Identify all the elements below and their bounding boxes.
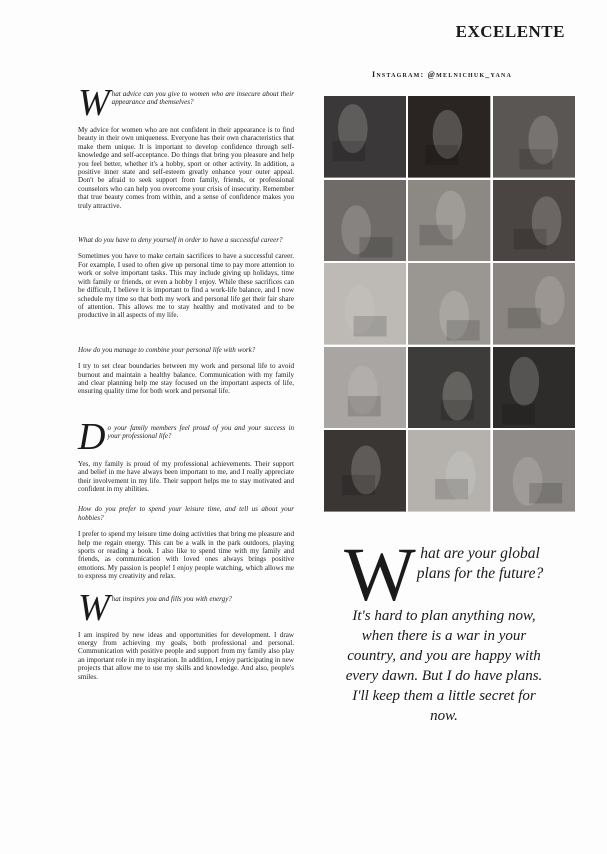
photo-hand-glass[interactable]: [324, 430, 406, 512]
magazine-brand: EXCELENTE: [455, 22, 565, 41]
question: hat advice can you give to women who are insecure about their appearance and themselves?: [111, 90, 294, 107]
photo-award-trophy[interactable]: [408, 347, 490, 429]
drop-cap: W: [78, 82, 110, 124]
qa-block: [78, 505, 294, 580]
question: What do you have to deny yourself in order to have a successful career?: [78, 236, 283, 245]
question: o your family members feel proud of you and your success in your professional life?: [107, 423, 294, 441]
photo-woman-seated[interactable]: [408, 263, 490, 345]
photo-woman-denim[interactable]: [408, 430, 490, 512]
photo-hand-jewelry[interactable]: [493, 263, 575, 345]
pull-quote-answer: It's hard to plan anything now, when there is a war in your country, and you are happy with every dawn. But I do have plans. I'll keep them a little secret for now.: [345, 608, 543, 724]
pull-quote: [344, 533, 544, 726]
photo-perfume-bottles[interactable]: [408, 96, 490, 178]
instagram-photo-grid: [324, 96, 575, 512]
photo-wall-sign[interactable]: [493, 430, 575, 512]
question: hat inspires you and fills you with energy?: [111, 594, 232, 603]
photo-hand-sculpture[interactable]: [493, 180, 575, 262]
photo-magazine-page[interactable]: [324, 263, 406, 345]
drop-cap: W: [78, 586, 110, 629]
question: How do you prefer to spend your leisure time, and tell us about your hobbies?: [78, 505, 294, 522]
photo-open-book[interactable]: [408, 180, 490, 262]
drop-cap: D: [78, 415, 106, 458]
question: How do you manage to combine your personal life with work?: [78, 345, 256, 354]
qa-block: [78, 236, 294, 320]
answer: Sometimes you have to make certain sacrifices to have a successful career. For example, I used to often give up personal time to pay more attention to work or solve important tasks. This may include giving up holidays, time with family or friends, or even a hobby I enjoy. While these sacrifices can be difficult, I believe it is important to find a work-life balance, and I now schedule my time so that both my work and personal life get their fair share of attention. This allows me to stay healthy and motivated and to be productive in all aspects of my life.: [78, 252, 294, 320]
answer: I try to set clear boundaries between my work and personal life to avoid burnout and maintain a healthy balance. Communication with my family and clear planning help me stay focused on the important aspects of life, ensuring quality time for both work and personal life.: [78, 362, 294, 396]
photo-hair-clip[interactable]: [493, 347, 575, 429]
interview-column: [78, 82, 294, 693]
qa-block: [78, 415, 294, 494]
answer: I prefer to spend my leisure time doing activities that bring me pleasure and help me regain energy. This can be a walk in the park outdoors, playing sports or reading a book. I also like to spend time with my family and friends, as communication with loved ones always brings positive emotions. My passion is people! I enjoy people watching, which allows me to express my creativity and relax.: [78, 530, 294, 581]
photo-product-box[interactable]: [324, 180, 406, 262]
qa-block: [78, 346, 294, 396]
answer: Yes, my family is proud of my professional achievements. Their support and belief in me have always been important to me, and I really appreciate their involvement in my life. Their support helps me to stay motivated and confident in my abilities.: [78, 459, 294, 493]
answer: I am inspired by new ideas and opportunities for development. I draw energy from achieving my goals, both professional and personal. Communication with positive people and support from my family also play an important role in my inspiration. In addition, I enjoy participating in new projects that allow me to use my skills and knowledge. And also, people's smiles.: [78, 630, 294, 681]
answer: My advice for women who are not confident in their appearance is to find beauty in their own uniqueness. Everyone has their own characteristics that make them unique. It is important to develop confidence through self-knowledge and self-acceptance. Do things that bring you pleasure and help you feel better, whether it's a hobby, sport or other activity. In addition, a positive inner state and self-esteem greatly enhance your outer appeal. Don't be afraid to seek support from family, friends, or professional counselors who can help you overcome your crisis of insecurity. Remember that true beauty comes from within, and a sense of confidence makes you truly attractive.: [78, 126, 294, 210]
pull-quote-drop-cap: W: [344, 533, 416, 617]
photo-woman-white-shirt[interactable]: [493, 96, 575, 178]
instagram-handle[interactable]: Instagram: @melnichuk_yana: [372, 70, 513, 79]
photo-woman-dark-dress[interactable]: [324, 96, 406, 178]
qa-block: [78, 586, 294, 681]
pull-quote-question: hat are your global plans for the future?: [416, 545, 544, 582]
photo-magazines-stack[interactable]: [324, 347, 406, 429]
qa-block: [78, 82, 294, 210]
